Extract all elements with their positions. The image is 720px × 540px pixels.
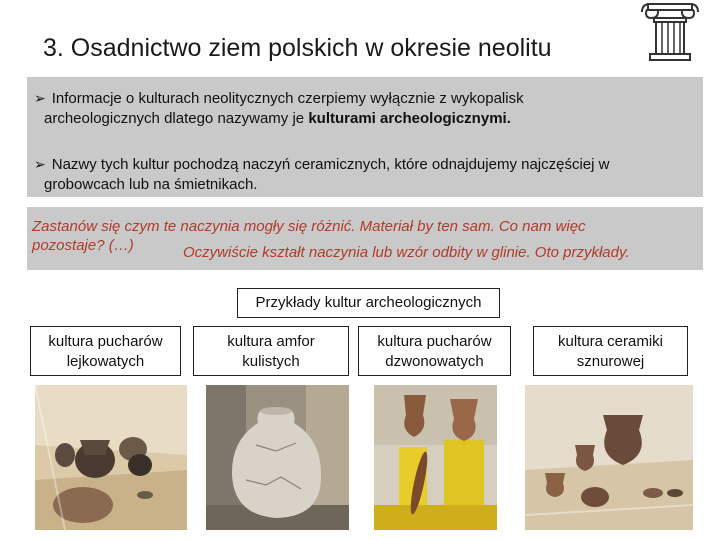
culture-1-line1: kultura pucharów <box>48 333 163 350</box>
culture-4-line1: kultura ceramiki <box>557 333 664 350</box>
culture-3-line2: dzwonowatych <box>385 353 484 370</box>
photo-corded-ware <box>525 385 693 530</box>
bullet-1-line1: Informacje o kulturach neolitycznych czerpiemy wyłącznie z wykopalisk <box>51 90 524 107</box>
culture-2-line2: kulistych <box>242 353 300 370</box>
slide-title: 3. Osadnictwo ziem polskich w okresie neolitu <box>43 34 552 62</box>
ionic-column-icon <box>638 2 702 62</box>
culture-3-line1: kultura pucharów <box>377 333 492 350</box>
culture-label-4 <box>533 326 688 376</box>
photo-funnel-beaker-pottery <box>35 385 187 530</box>
bullet-2-line2: grobowcach lub na śmietnikach. <box>44 176 258 193</box>
photo-globular-amphora <box>206 385 349 530</box>
question-line1: Zastanów się czym te naczynia mogły się różnić. Materiał by ten sam. Co nam więc <box>32 218 586 235</box>
arrow-bullet-icon: ➢ <box>34 156 46 172</box>
culture-label-2 <box>193 326 349 376</box>
question-line2: pozostaje? (…) <box>32 237 134 254</box>
culture-4-line2: sznurowej <box>576 353 645 370</box>
arrow-bullet-icon: ➢ <box>34 90 46 106</box>
culture-label-1 <box>30 326 181 376</box>
bullet-1 <box>34 88 674 129</box>
bullet-1-line2: archeologicznych dlatego nazywamy je <box>44 110 309 127</box>
bullet-1-bold: kulturami archeologicznymi. <box>308 110 511 127</box>
culture-2-line1: kultura amfor <box>227 333 315 350</box>
examples-header: Przykłady kultur archeologicznych <box>237 288 500 318</box>
culture-1-line2: lejkowatych <box>66 353 145 370</box>
culture-label-3 <box>358 326 511 376</box>
question-line3: Oczywiście kształt naczynia lub wzór odbity w glinie. Oto przykłady. <box>183 244 630 261</box>
bullet-2-line1: Nazwy tych kultur pochodzą naczyń ceramicznych, które odnajdujemy najczęściej w <box>51 156 610 173</box>
bullet-2 <box>34 154 684 195</box>
photo-bell-beakers <box>374 385 497 530</box>
